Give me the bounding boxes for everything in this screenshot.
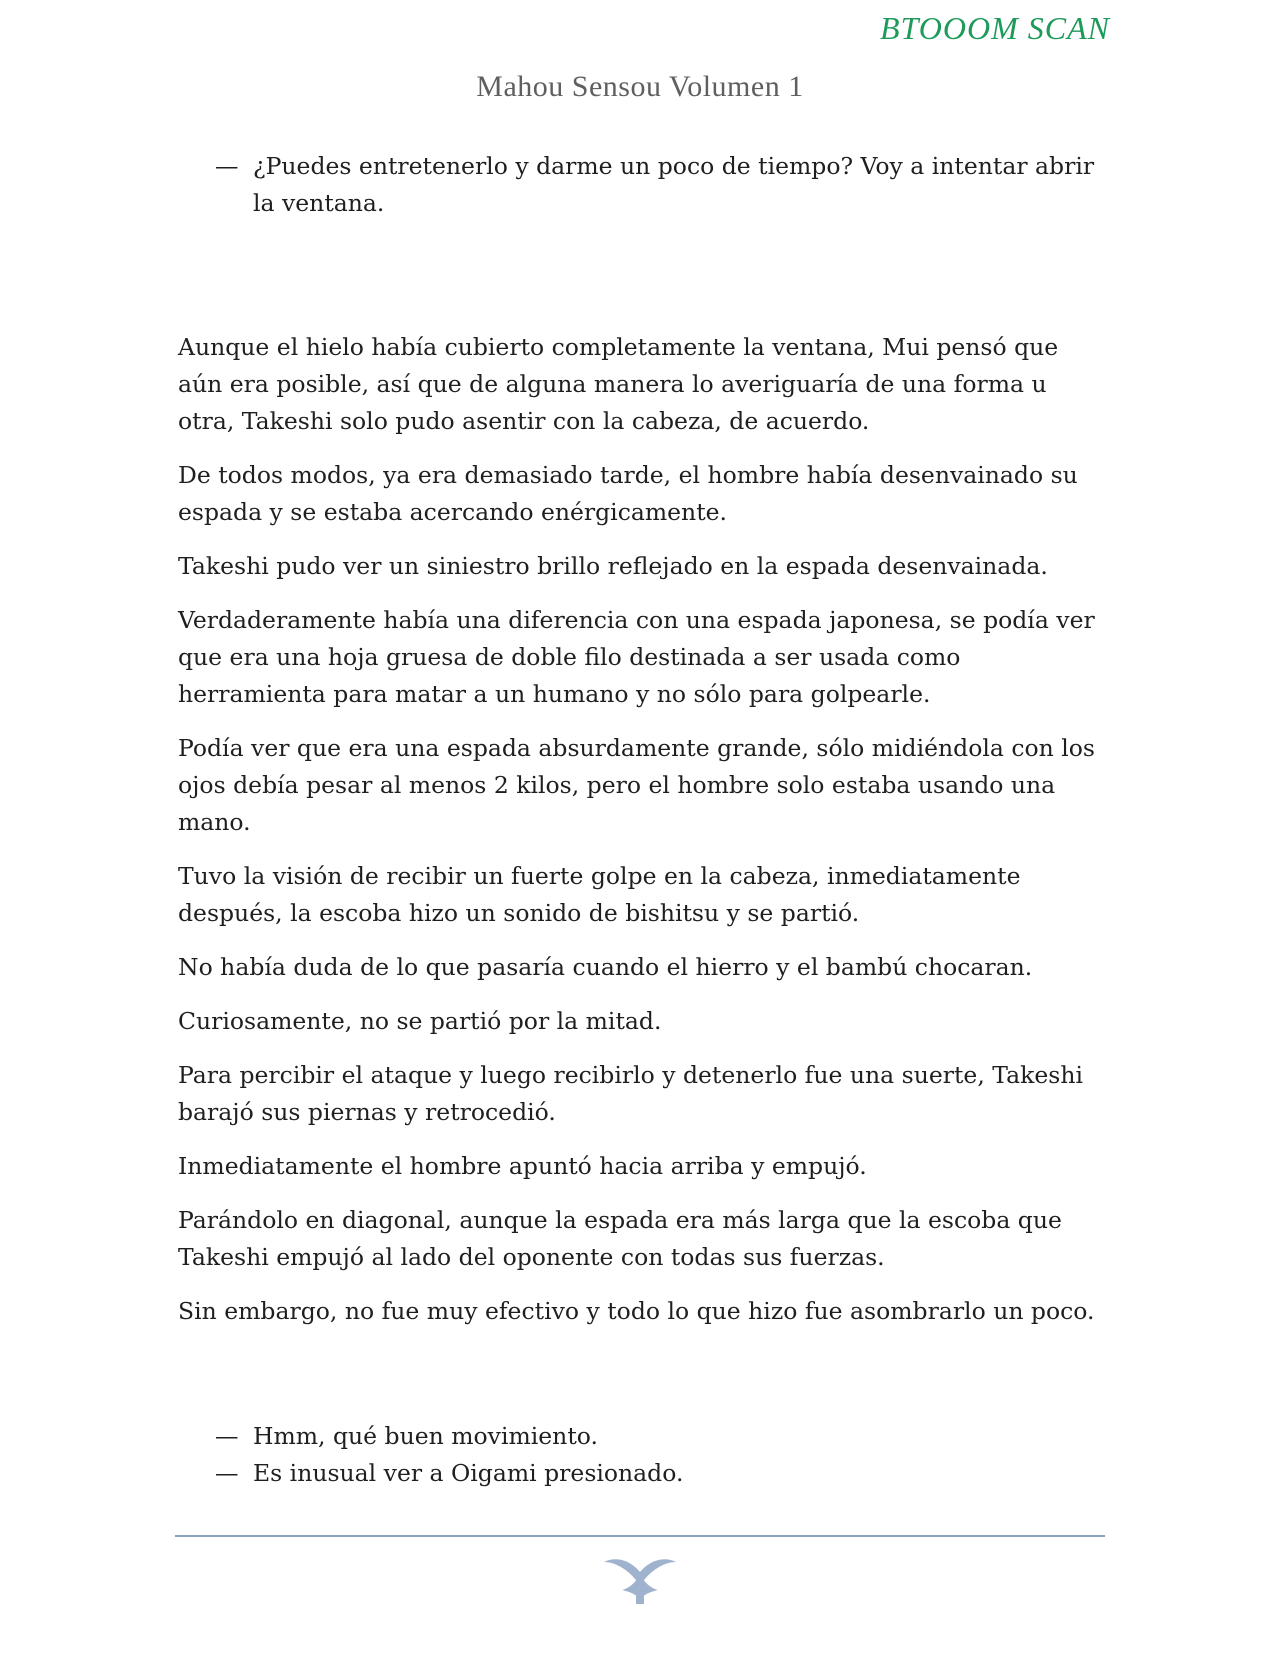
dialogue-block-top (178, 148, 1108, 222)
dialogue-dash: — (215, 1459, 239, 1487)
paragraph: Tuvo la visión de recibir un fuerte golpe en la cabeza, inmediatamente después, la escoba hizo un sonido de bishitsu y se partió. (178, 862, 1021, 927)
paragraph: Sin embargo, no fue muy efectivo y todo lo que hizo fue asombrarlo un poco. (178, 1297, 1095, 1325)
paragraph: Para percibir el ataque y luego recibirlo y detenerlo fue una suerte, Takeshi barajó sus piernas y retrocedió. (178, 1061, 1083, 1126)
dialogue-dash: — (215, 152, 239, 180)
dialogue-line (178, 1455, 1108, 1492)
dialogue-line (178, 1418, 1108, 1455)
paragraph: Verdaderamente había una diferencia con una espada japonesa, se podía ver que era una hoja gruesa de doble filo destinada a ser usada como herramienta para matar a un humano y no sólo para golpearle. (178, 606, 1095, 708)
page-body (178, 148, 1108, 1492)
narrative-section (178, 329, 1108, 1330)
paragraph: No había duda de lo que pasaría cuando el hierro y el bambú chocaran. (178, 953, 1033, 981)
paragraph: Inmediatamente el hombre apuntó hacia arriba y empujó. (178, 1152, 867, 1180)
dialogue-line (178, 148, 1108, 222)
dialogue-text: Es inusual ver a Oigami presionado. (253, 1459, 684, 1487)
scanlation-watermark: BTOOOM SCAN (880, 10, 1110, 46)
footer-divider (175, 1535, 1105, 1537)
page-header-title: Mahou Sensou Volumen 1 (476, 70, 804, 103)
dialogue-dash: — (215, 1422, 239, 1450)
paragraph: Aunque el hielo había cubierto completamente la ventana, Mui pensó que aún era posible, así que de alguna manera lo averiguaría de una forma u otra, Takeshi solo pudo asentir con la cabeza, de acuerdo. (178, 333, 1059, 435)
paragraph: Podía ver que era una espada absurdamente grande, sólo midiéndola con los ojos debía pesar al menos 2 kilos, pero el hombre solo estaba usando una mano. (178, 734, 1095, 836)
paragraph: Parándolo en diagonal, aunque la espada era más larga que la escoba que Takeshi empujó al lado del oponente con todas sus fuerzas. (178, 1206, 1062, 1271)
dialogue-text: Hmm, qué buen movimiento. (253, 1422, 598, 1450)
fleur-ornament-icon (600, 1552, 680, 1608)
paragraph: De todos modos, ya era demasiado tarde, el hombre había desenvainado su espada y se estaba acercando enérgicamente. (178, 461, 1078, 526)
dialogue-text: ¿Puedes entretenerlo y darme un poco de tiempo? Voy a intentar abrir la ventana. (253, 152, 1095, 217)
paragraph: Takeshi pudo ver un siniestro brillo reflejado en la espada desenvainada. (178, 552, 1048, 580)
dialogue-block-bottom (178, 1418, 1108, 1492)
paragraph: Curiosamente, no se partió por la mitad. (178, 1007, 662, 1035)
